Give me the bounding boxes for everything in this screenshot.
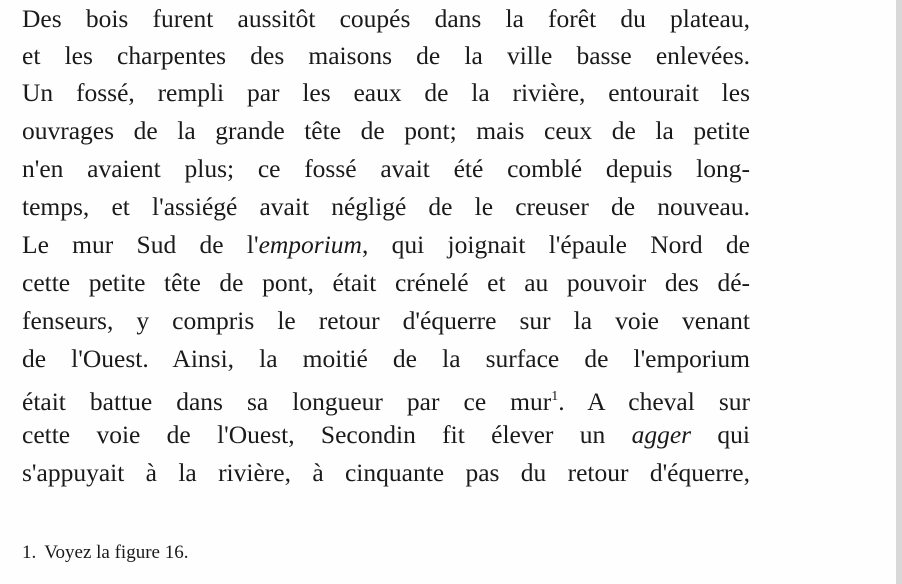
footnote — [22, 538, 188, 568]
italic-word-agger: agger — [631, 420, 692, 449]
text-line-2: et les charpentes des maisons de la ville basse enlevées. — [22, 41, 750, 70]
footnote-marker: 1 — [551, 389, 559, 404]
text-line-10: de l'Ouest. Ainsi, la moitié de la surface de l'emporium — [22, 344, 750, 373]
text-line-6: temps, et l'assiégé avait négligé de le creuser de nouveau. — [22, 192, 750, 221]
footnote-text: Voyez la figure 16. — [44, 542, 189, 563]
text-line-5: n'en avaient plus; ce fossé avait été comblé depuis long- — [22, 154, 750, 183]
text-line-12 — [22, 416, 750, 453]
text-line-3: Un fossé, rempli par les eaux de la rivière, entourait les — [22, 78, 750, 107]
text-line-9: fenseurs, y compris le retour d'équerre sur la voie venant — [22, 306, 750, 335]
text-line-11 — [22, 378, 750, 415]
text-line-8: cette petite tête de pont, était crénelé et au pouvoir des dé- — [22, 268, 750, 297]
text-segment: , qui joignait l'épaule Nord de — [361, 230, 750, 259]
footnote-number: 1. — [22, 542, 37, 563]
text-line-1: Des bois furent aussitôt coupés dans la forêt du plateau, — [22, 4, 750, 33]
text-line-7 — [22, 226, 750, 263]
text-segment: . A cheval sur — [558, 387, 750, 416]
text-segment: Le mur Sud de l' — [22, 230, 259, 259]
italic-word-emporium: emporium — [258, 230, 362, 259]
text-line-13: s'appuyait à la rivière, à cinquante pas du retour d'équerre, — [22, 458, 750, 487]
text-segment: qui — [691, 420, 750, 449]
page-edge-shadow — [896, 0, 902, 584]
text-segment: cette voie de l'Ouest, Secondin fit élever un — [22, 420, 632, 449]
text-line-4: ouvrages de la grande tête de pont; mais ceux de la petite — [22, 116, 750, 145]
text-segment: était battue dans sa longueur par ce mur — [22, 387, 552, 416]
